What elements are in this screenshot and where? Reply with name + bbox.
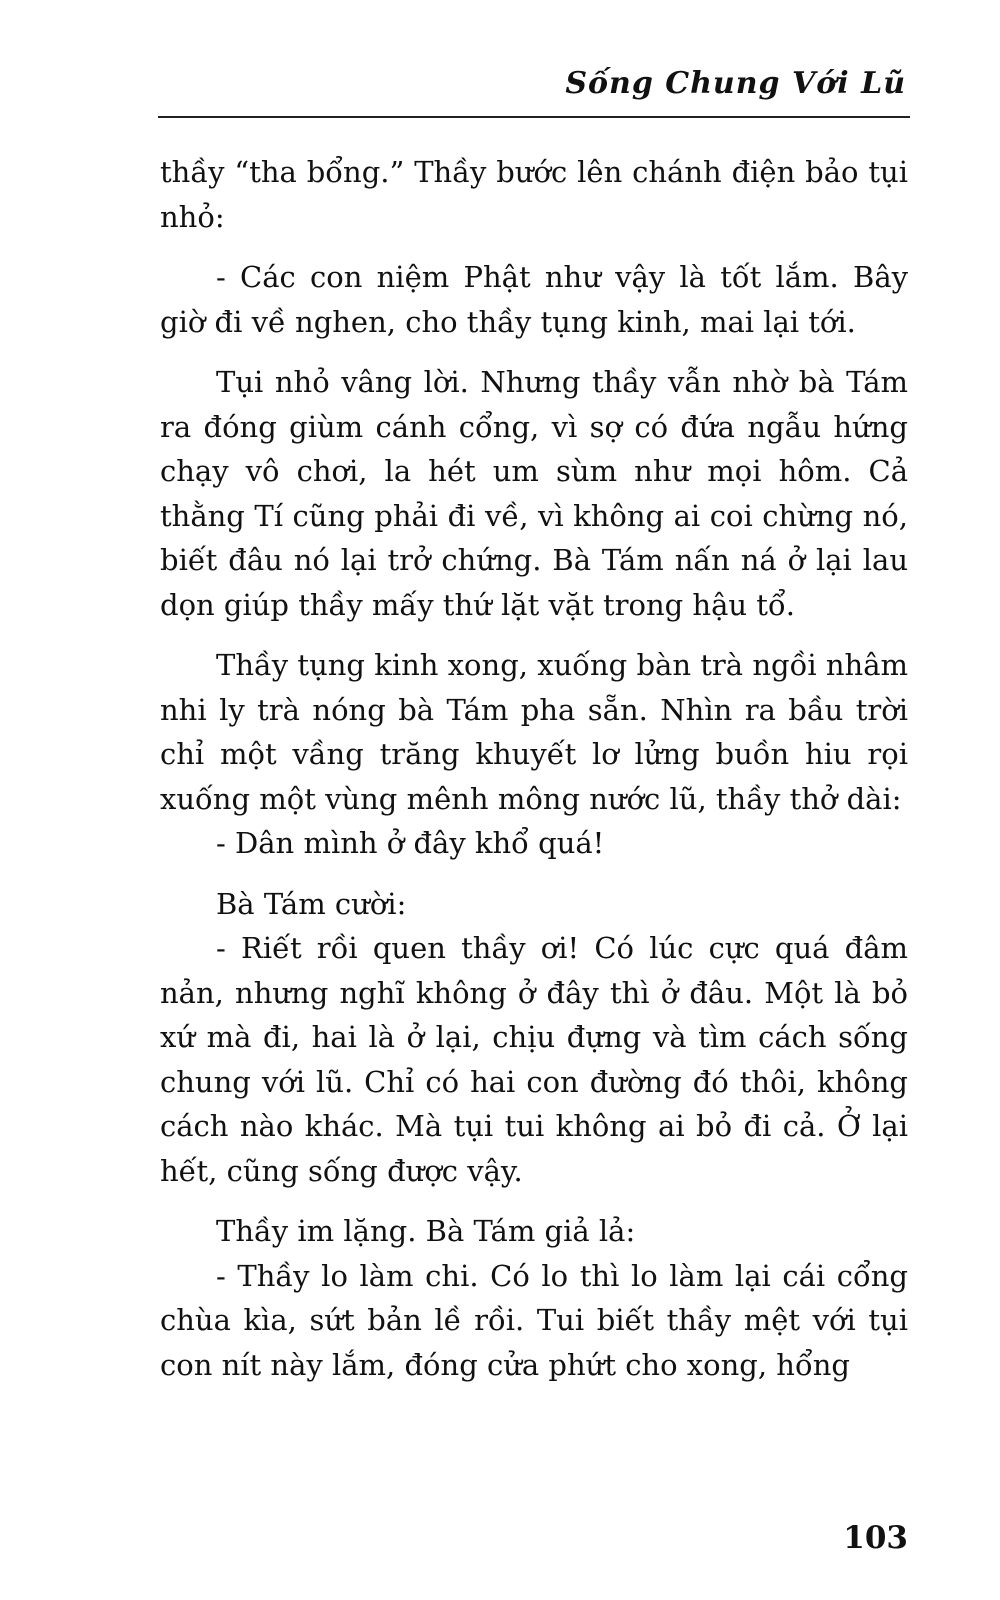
paragraph: - Dân mình ở đây khổ quá! (216, 826, 605, 860)
running-title: Sống Chung Với Lũ (565, 66, 906, 101)
paragraph: - Thầy lo làm chi. Có lo thì lo làm lại cái cổng chùa kìa, sứt bản lề rồi. Tui biết thầy mệt với tụi con nít này lắm, đóng cửa phứt cho xong, hổng (160, 1258, 908, 1382)
page-number: 103 (843, 1520, 908, 1556)
header-rule (158, 116, 910, 118)
paragraph: Thầy im lặng. Bà Tám giả lả: (216, 1214, 636, 1248)
paragraph: Tụi nhỏ vâng lời. Nhưng thầy vẫn nhờ bà Tám ra đóng giùm cánh cổng, vì sợ có đứa ngẫu hứng chạy vô chơi, la hét um sùm như mọi hôm. Cả thằng Tí cũng phải đi về, vì không ai coi chừng nó, biết đâu nó lại trở chứng. Bà Tám nấn ná ở lại lau dọn giúp thầy mấy thứ lặt vặt trong hậu tổ. (160, 365, 908, 622)
paragraph: - Các con niệm Phật như vậy là tốt lắm. Bây giờ đi về nghen, cho thầy tụng kinh, mai lại tới. (160, 260, 908, 339)
paragraph: thầy “tha bổng.” Thầy bước lên chánh điện bảo tụi nhỏ: (160, 155, 908, 234)
paragraph: Thầy tụng kinh xong, xuống bàn trà ngồi nhâm nhi ly trà nóng bà Tám pha sẵn. Nhìn ra bầu trời chỉ một vầng trăng khuyết lơ lửng buồn hiu rọi xuống một vùng mênh mông nước lũ, thầy thở dài: (160, 648, 908, 816)
paragraph: - Riết rồi quen thầy ơi! Có lúc cực quá đâm nản, nhưng nghĩ không ở đây thì ở đâu. Một là bỏ xứ mà đi, hai là ở lại, chịu đựng và tìm cách sống chung với lũ. Chỉ có hai con đường đó thôi, không cách nào khác. Mà tụi tui không ai bỏ đi cả. Ở lại hết, cũng sống được vậy. (160, 931, 908, 1188)
body-text (160, 150, 908, 1387)
paragraph: Bà Tám cười: (216, 886, 407, 921)
